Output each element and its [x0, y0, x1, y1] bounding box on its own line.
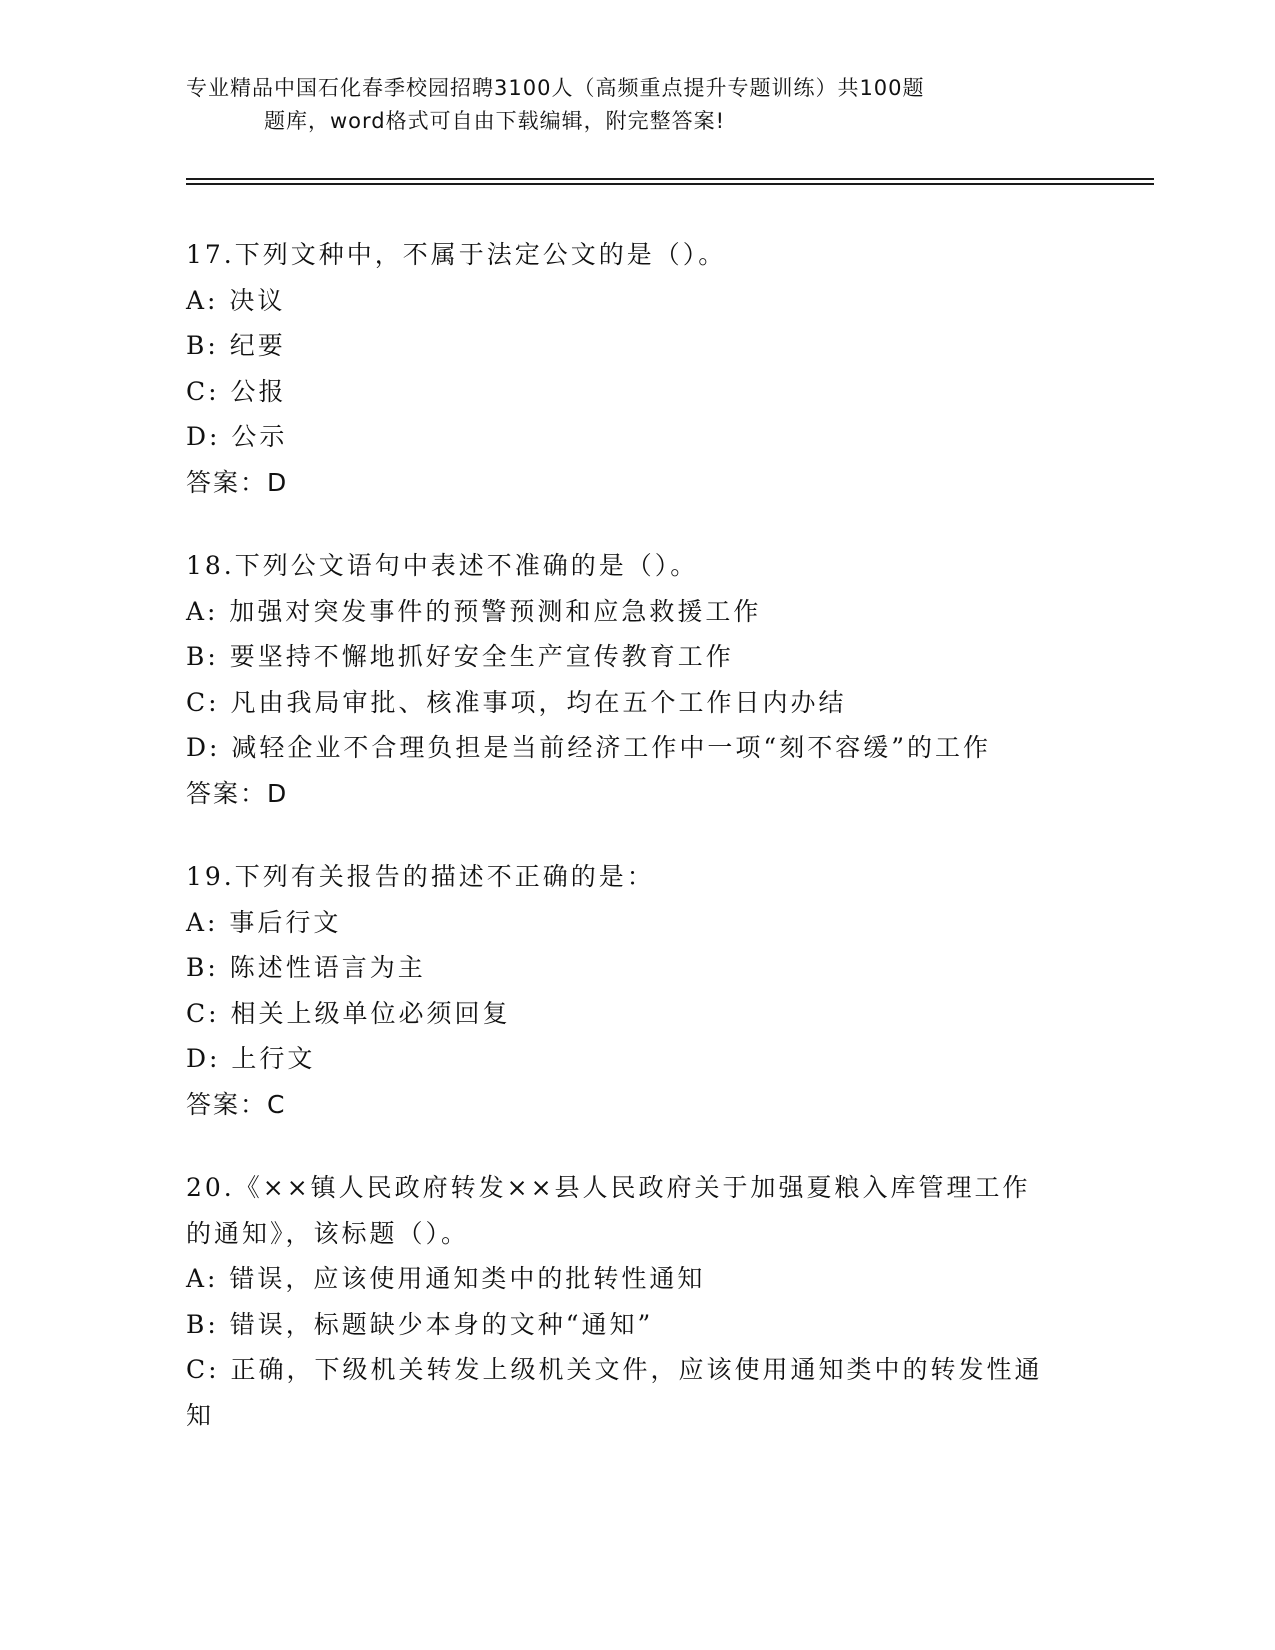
question-list	[186, 232, 1086, 1476]
option-c-line2: 知	[186, 1400, 215, 1430]
option-d: D: 减轻企业不合理负担是当前经济工作中一项“刻不容缓”的工作	[186, 733, 991, 762]
question-20	[186, 1165, 1086, 1438]
question-19	[186, 854, 1086, 1127]
question-stem: 17.下列文种中，不属于法定公文的是（）。	[186, 240, 727, 269]
option-a: A: 错误，应该使用通知类中的批转性通知	[186, 1264, 706, 1293]
header-title-line2: 题库，word格式可自由下载编辑，附完整答案!	[264, 109, 726, 133]
option-b: B: 陈述性语言为主	[186, 953, 426, 982]
question-stem: 19.下列有关报告的描述不正确的是：	[186, 862, 655, 891]
option-b: B: 纪要	[186, 331, 286, 360]
header-rule-top	[186, 178, 1154, 180]
option-a: A: 事后行文	[186, 907, 342, 937]
option-a: A: 加强对突发事件的预警预测和应急救援工作	[186, 596, 762, 626]
option-c: C: 凡由我局审批、核准事项，均在五个工作日内办结	[186, 687, 847, 717]
header-rule-bottom	[186, 183, 1154, 185]
option-a: A: 决议	[186, 285, 286, 315]
option-d: D: 上行文	[186, 1044, 316, 1073]
option-b: B: 错误，标题缺少本身的文种“通知”	[186, 1309, 654, 1339]
question-stem-line1: 20.《××镇人民政府转发××县人民政府关于加强夏粮入库管理工作	[186, 1173, 1031, 1202]
option-b: B: 要坚持不懈地抓好安全生产宣传教育工作	[186, 642, 734, 671]
option-c: C: 相关上级单位必须回复	[186, 998, 511, 1028]
option-c: C: 公报	[186, 376, 287, 406]
answer: 答案：C	[186, 1089, 287, 1119]
answer: 答案：D	[186, 778, 289, 808]
option-c-line1: C: 正确，下级机关转发上级机关文件，应该使用通知类中的转发性通	[186, 1355, 1043, 1384]
answer: 答案：D	[186, 467, 289, 497]
document-header	[186, 72, 1046, 138]
question-stem: 18.下列公文语句中表述不准确的是（）。	[186, 551, 699, 580]
header-title-line1: 专业精品中国石化春季校园招聘3100人（高频重点提升专题训练）共100题	[186, 76, 925, 100]
question-18	[186, 543, 1086, 816]
question-stem-line2: 的通知》，该标题（）。	[186, 1218, 470, 1248]
option-d: D: 公示	[186, 422, 288, 451]
question-17	[186, 232, 1086, 505]
